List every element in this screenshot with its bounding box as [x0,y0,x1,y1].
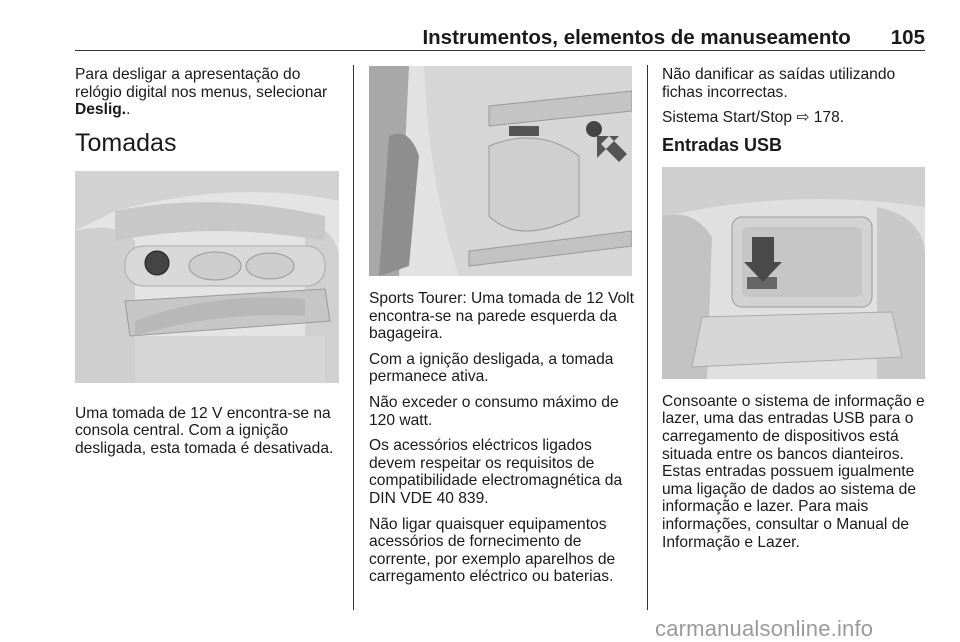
paragraph-ignition-active: Com a ignição desligada, a tomada permanece ativa. [369,350,614,386]
luggage-compartment-illustration [369,66,632,276]
section-title: Instrumentos, elementos de manuseamento [422,26,851,49]
menu-option-deslig: Deslig. [75,101,127,119]
usb-console-illustration [662,167,925,379]
column-right [662,66,928,559]
figure-center-console-socket [75,171,339,383]
intro-text: Para desligar a apresentação do relógio digital nos menus, selecionar [75,66,328,101]
paragraph-incorrect-plugs: Não danificar as saídas utilizando fichas incorrectas. [662,66,896,101]
page-header [75,26,925,50]
column-left [75,66,343,466]
console-illustration [75,171,339,383]
figure-caption: Uma tomada de 12 V encontra-se na consola central. Com a ignição desligada, esta tomada é desativada. [75,404,334,457]
watermark: carmanualsonline.info [655,616,874,641]
intro-end: . [126,101,131,119]
heading-usb: Entradas USB [662,134,783,155]
intro-paragraph [75,66,343,119]
column-divider-1 [353,65,354,610]
paragraph-no-charging-devices: Não ligar quaisquer equipamentos acessórios de fornecimento de corrente, por exemplo aparelhos de carregamento eléctrico ou baterias. [369,515,616,586]
paragraph-emc-requirements: Os acessórios eléctricos ligados devem respeitar os requisitos de compatibilidade electromagnética da DIN VDE 40 839. [369,437,623,507]
header-rule [75,50,925,51]
page-number: 105 [890,26,925,49]
paragraph-start-stop-reference: Sistema Start/Stop ⇨ 178. [662,109,845,127]
heading-tomadas: Tomadas [75,128,177,157]
paragraph-max-consumption: Não exceder o consumo máximo de 120 watt. [369,393,619,429]
figure-luggage-socket [369,66,632,276]
column-middle [369,66,637,594]
paragraph-usb-description: Consoante o sistema de informação e lazer, uma das entradas USB para o carregamento de dispositivos está situada entre os bancos dianteiros. Estas entradas possuem igualmente uma ligação de dados ao sistema de informação e lazer. Para mais informações, consultar o Manual de Informação e Lazer. [662,392,925,551]
column-divider-2 [647,65,648,610]
paragraph-sports-tourer: Sports Tourer: Uma tomada de 12 Volt encontra-se na parede esquerda da bagageira. [369,290,634,343]
figure-usb-port [662,167,925,379]
